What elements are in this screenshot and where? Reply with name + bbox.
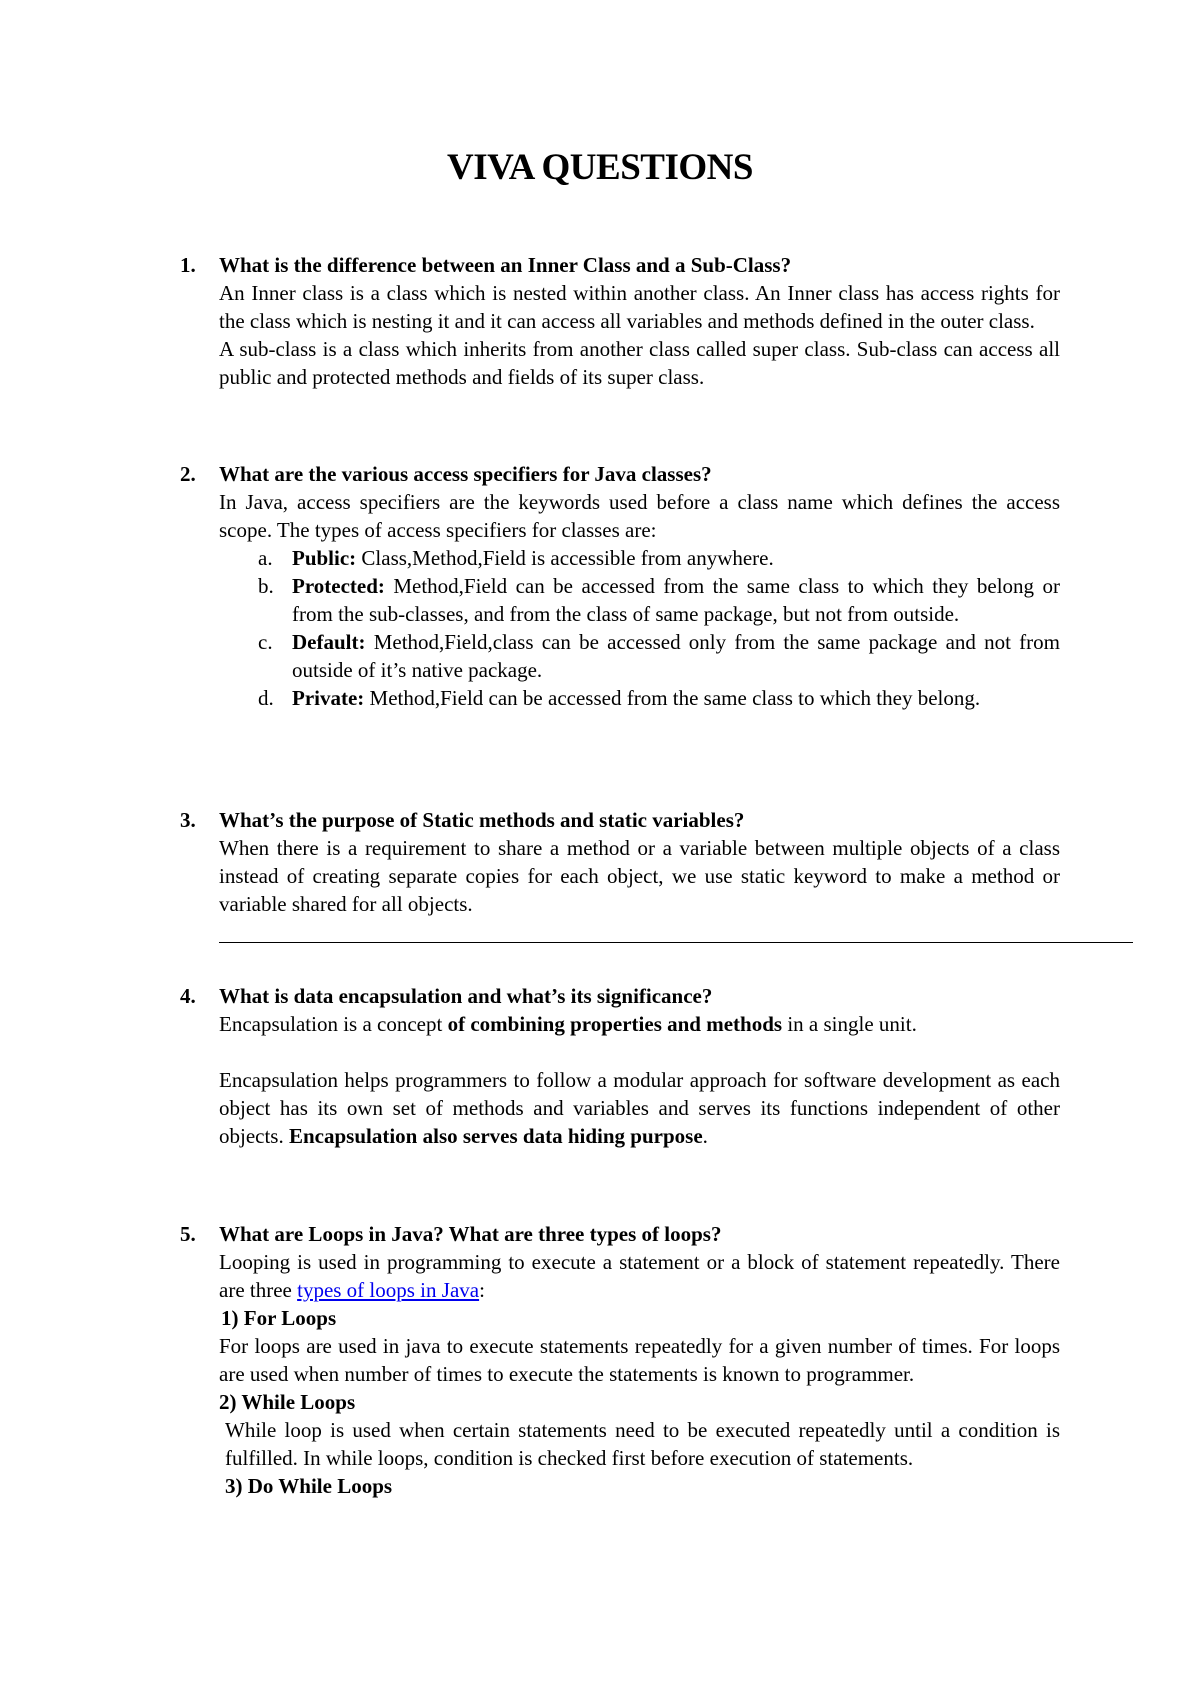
answer-body [219,279,1060,391]
text-run: . [702,1124,708,1148]
list-term: Default: [292,630,366,654]
answer-body [219,1010,1060,1150]
question-number: 4. [180,984,196,1008]
answer-paragraph: When there is a requirement to share a method or a variable between multiple objects of a class instead of creating separate copies for each object, we use static keyword to make a method or variable shared for all objects. [219,836,1060,916]
loop-heading: 2) While Loops [219,1390,356,1414]
question-heading: What are the various access specifiers for Java classes? [219,462,712,486]
answer-paragraph [219,1066,1060,1150]
text-run: Encapsulation helps programmers to follow a modular approach for software development as each object has its own set of methods and variables and serves its functions independent of other objects. [219,1068,1060,1148]
list-term: Protected: [292,574,385,598]
answer-paragraph [219,1248,1060,1304]
types-of-loops-link[interactable]: types of loops in Java [297,1278,480,1302]
page-title: VIVA QUESTIONS [447,147,753,188]
list-text: Class,Method,Field is accessible from anywhere. [356,546,774,570]
question-heading: What is data encapsulation and what’s its significance? [219,984,713,1008]
text-run: Looping is used in programming to execute a statement or a block of statement repeatedly. There are three [219,1250,1060,1302]
question-heading: What’s the purpose of Static methods and static variables? [219,808,745,832]
list-item [219,572,1060,628]
question-heading: What is the difference between an Inner Class and a Sub-Class? [219,253,792,277]
question-number: 1. [180,253,196,277]
horizontal-rule [219,942,1133,943]
list-term: Private: [292,686,365,710]
answer-body [219,1248,1060,1500]
answer-body [219,834,1060,918]
question-heading: What are Loops in Java? What are three types of loops? [219,1222,722,1246]
answer-paragraph: While loop is used when certain statements need to be executed repeatedly until a condition is fulfilled. In while loops, condition is checked first before execution of statements. [225,1418,1060,1470]
question-number: 2. [180,462,196,486]
question-number: 5. [180,1222,196,1246]
answer-body [219,488,1060,712]
list-label: d. [258,686,274,710]
list-label: b. [258,574,274,598]
answer-paragraph: An Inner class is a class which is nested within another class. An Inner class has access rights for the class which is nesting it and it can access all variables and methods defined in the outer class. [219,281,1060,333]
text-run: : [479,1278,485,1302]
list-label: c. [258,630,273,654]
question-number: 3. [180,808,196,832]
answer-paragraph [219,1010,1060,1038]
emphasis-text: of combining properties and methods [447,1012,783,1036]
list-item [219,544,1060,572]
answer-paragraph: A sub-class is a class which inherits from another class called super class. Sub-class can access all public and protected methods and fields of its super class. [219,337,1060,389]
emphasis-text: Encapsulation also serves data hiding purpose [288,1124,703,1148]
list-item [219,684,1060,712]
list-text: Method,Field can be accessed from the same class to which they belong. [364,686,981,710]
list-text: Method,Field can be accessed from the same class to which they belong or from the sub-classes, and from the class of same package, but not from outside. [292,574,1060,626]
answer-paragraph: For loops are used in java to execute statements repeatedly for a given number of times. For loops are used when number of times to execute the statements is known to programmer. [219,1334,1060,1386]
list-item [219,628,1060,684]
list-term: Public: [292,546,357,570]
loop-heading: 1) For Loops [221,1306,337,1330]
text-run: Encapsulation is a concept [219,1012,448,1036]
text-run: in a single unit. [782,1012,917,1036]
list-label: a. [258,546,273,570]
loop-heading: 3) Do While Loops [225,1474,393,1498]
list-text: Method,Field,class can be accessed only from the same package and not from outside of it’s native package. [292,630,1060,682]
answer-paragraph: In Java, access specifiers are the keywords used before a class name which defines the access scope. The types of access specifiers for classes are: [219,490,1060,542]
